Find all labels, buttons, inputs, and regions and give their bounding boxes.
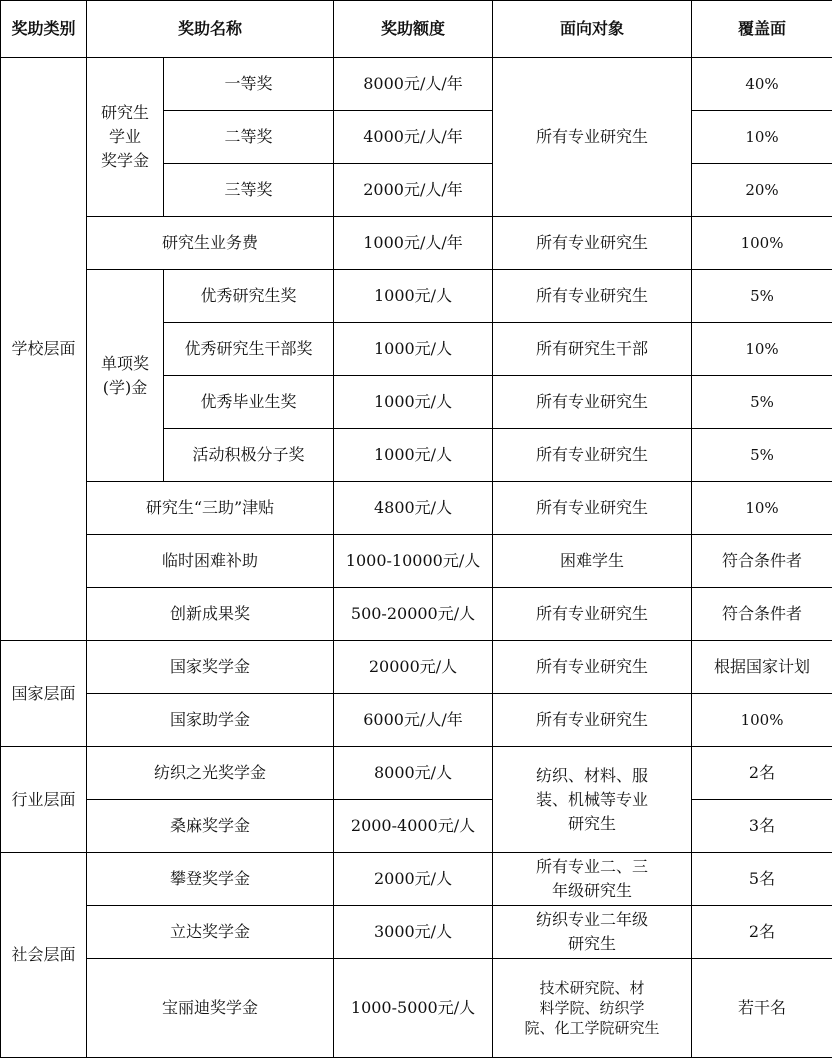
award-coverage: 若干名 [692,959,832,1058]
level-industry: 行业层面 [1,747,87,853]
header-target: 面向对象 [493,1,692,58]
award-coverage: 5% [692,429,832,482]
award-name: 宝丽迪奖学金 [87,959,334,1058]
award-amount: 1000-10000元/人 [334,535,493,588]
table-row [1,535,832,588]
award-target: 所有专业研究生 [493,376,692,429]
award-target: 所有专业研究生 [493,482,692,535]
level-society: 社会层面 [1,853,87,1058]
award-name: 优秀研究生奖 [164,270,334,323]
award-amount: 500-20000元/人 [334,588,493,641]
header-amount: 奖助额度 [334,1,493,58]
award-coverage: 40% [692,58,832,111]
award-target: 所有专业研究生 [493,270,692,323]
award-name: 临时困难补助 [87,535,334,588]
award-amount: 6000元/人/年 [334,694,493,747]
table-row [1,959,832,1058]
award-name: 优秀研究生干部奖 [164,323,334,376]
award-coverage: 根据国家计划 [692,641,832,694]
group-academic-scholarship: 研究生 学业 奖学金 [87,58,164,217]
award-coverage: 10% [692,482,832,535]
award-coverage: 5% [692,270,832,323]
award-target: 所有专业研究生 [493,429,692,482]
table-row [1,588,832,641]
award-name: 国家助学金 [87,694,334,747]
award-name: 活动积极分子奖 [164,429,334,482]
table-row [1,270,832,323]
table-row [1,641,832,694]
award-amount: 8000元/人/年 [334,58,493,111]
award-coverage: 2名 [692,906,832,959]
award-coverage: 3名 [692,800,832,853]
award-coverage: 2名 [692,747,832,800]
award-amount: 1000元/人 [334,323,493,376]
award-amount: 2000-4000元/人 [334,800,493,853]
header-category: 奖助类别 [1,1,87,58]
award-coverage: 20% [692,164,832,217]
award-amount: 1000元/人 [334,429,493,482]
award-name: 研究生业务费 [87,217,334,270]
header-coverage: 覆盖面 [692,1,832,58]
award-target: 纺织专业二年级 研究生 [493,906,692,959]
award-amount: 1000-5000元/人 [334,959,493,1058]
award-coverage: 符合条件者 [692,535,832,588]
award-name: 创新成果奖 [87,588,334,641]
award-coverage: 符合条件者 [692,588,832,641]
award-amount: 3000元/人 [334,906,493,959]
award-target: 所有专业研究生 [493,641,692,694]
award-name: 攀登奖学金 [87,853,334,906]
table-row [1,217,832,270]
award-target: 所有研究生干部 [493,323,692,376]
table-row [1,694,832,747]
award-target: 所有专业研究生 [493,217,692,270]
award-amount: 4000元/人/年 [334,111,493,164]
group-single-award: 单项奖 (学)金 [87,270,164,482]
award-amount: 1000元/人/年 [334,217,493,270]
level-school: 学校层面 [1,58,87,641]
award-name: 三等奖 [164,164,334,217]
award-name: 桑麻奖学金 [87,800,334,853]
award-target: 所有专业研究生 [493,694,692,747]
award-coverage: 10% [692,111,832,164]
table-row [1,906,832,959]
award-name: 国家奖学金 [87,641,334,694]
award-coverage: 100% [692,217,832,270]
table-row [1,853,832,906]
award-coverage: 5名 [692,853,832,906]
award-target: 困难学生 [493,535,692,588]
award-name: 优秀毕业生奖 [164,376,334,429]
header-row [1,1,832,58]
table-row [1,800,832,853]
award-amount: 1000元/人 [334,376,493,429]
award-amount: 2000元/人/年 [334,164,493,217]
table-row [1,58,832,111]
award-name: 研究生“三助”津贴 [87,482,334,535]
award-amount: 1000元/人 [334,270,493,323]
award-target: 技术研究院、材 料学院、纺织学 院、化工学院研究生 [493,959,692,1058]
award-amount: 20000元/人 [334,641,493,694]
award-coverage: 10% [692,323,832,376]
award-amount: 2000元/人 [334,853,493,906]
award-name: 一等奖 [164,58,334,111]
award-target: 纺织、材料、服 装、机械等专业 研究生 [493,747,692,853]
award-coverage: 100% [692,694,832,747]
level-national: 国家层面 [1,641,87,747]
table-row [1,747,832,800]
award-target: 所有专业研究生 [493,588,692,641]
header-name: 奖助名称 [87,1,334,58]
award-coverage: 5% [692,376,832,429]
award-amount: 4800元/人 [334,482,493,535]
table-row [1,482,832,535]
award-target: 所有专业二、三 年级研究生 [493,853,692,906]
award-name: 立达奖学金 [87,906,334,959]
award-target: 所有专业研究生 [493,58,692,217]
award-amount: 8000元/人 [334,747,493,800]
award-name: 纺织之光奖学金 [87,747,334,800]
award-name: 二等奖 [164,111,334,164]
